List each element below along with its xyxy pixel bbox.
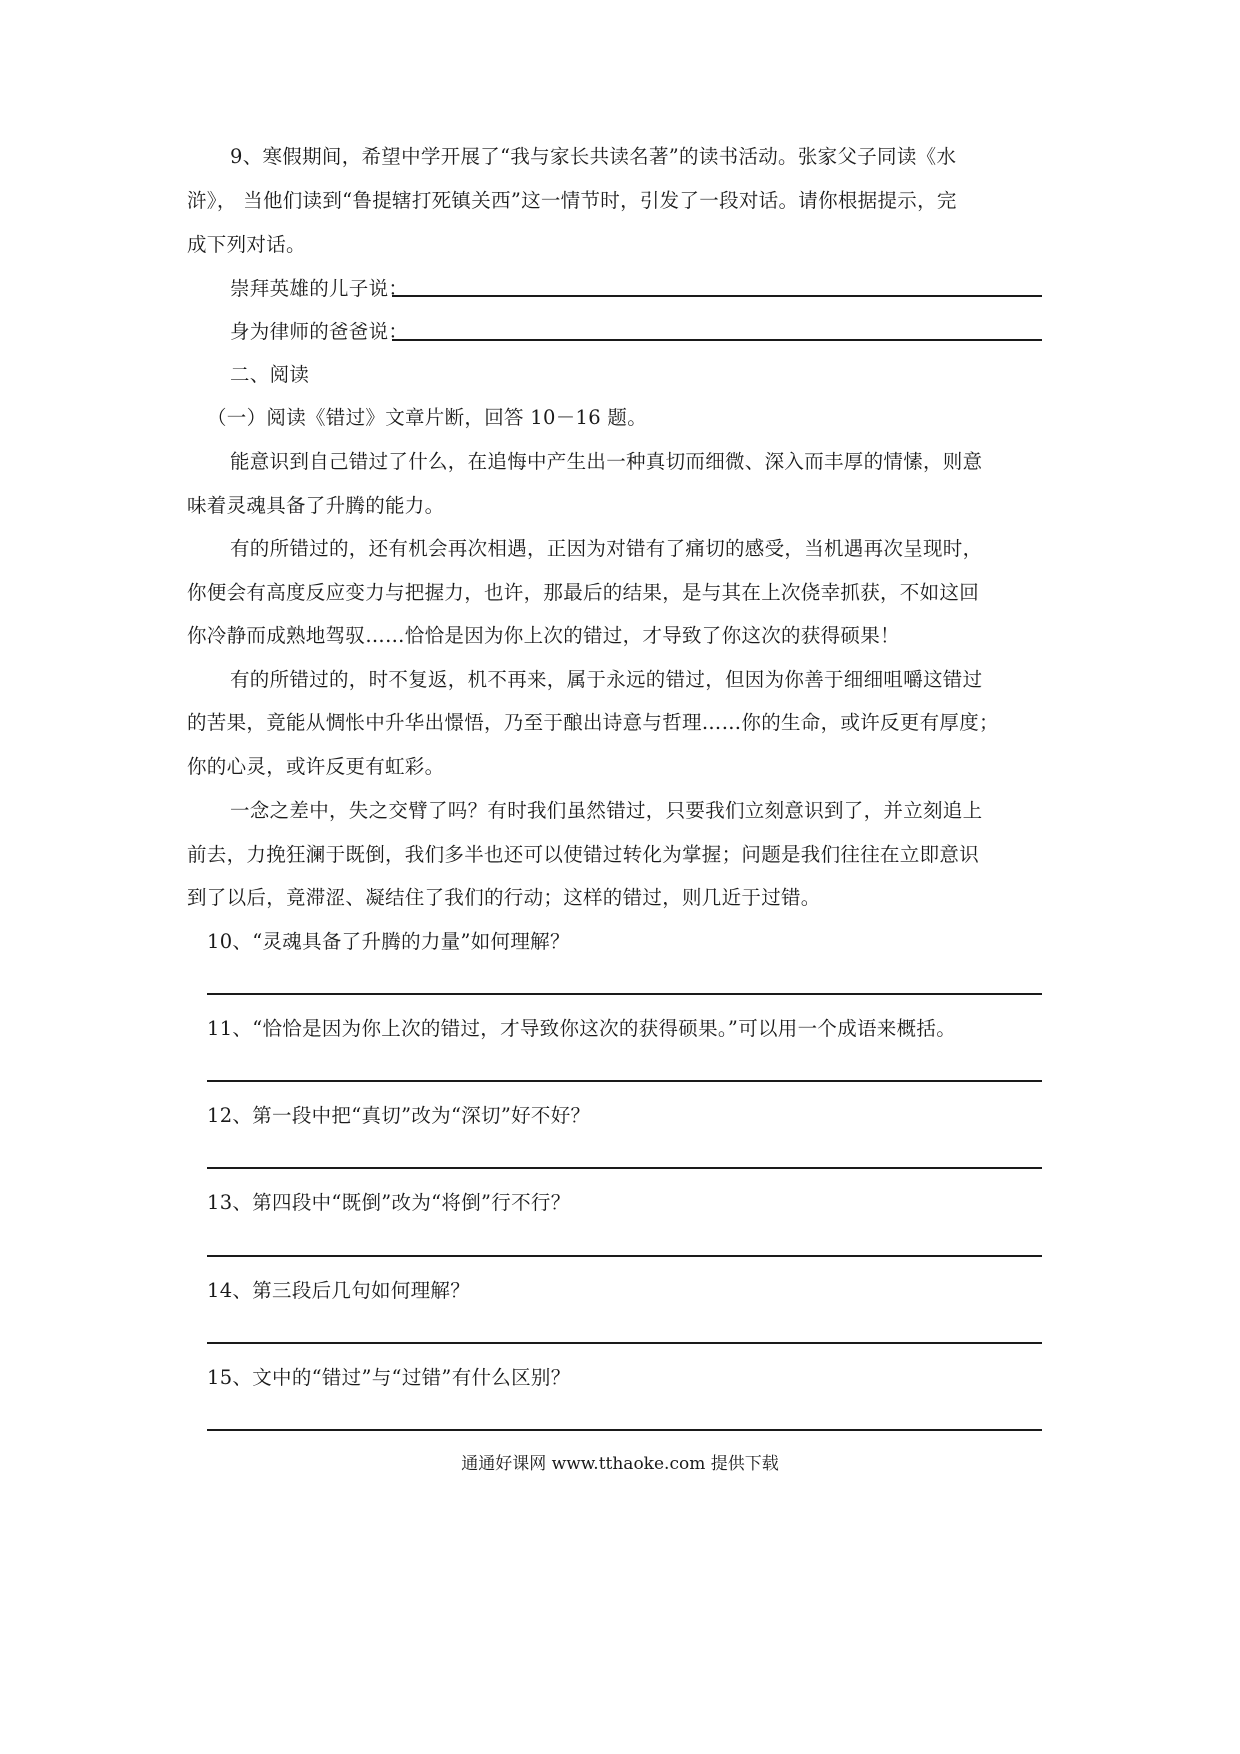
passage-p4-line-1: 一念之差中，失之交臂了吗？有时我们虽然错过，只要我们立刻意识到了，并立刻追上: [230, 799, 983, 822]
question-13-answer-line[interactable]: [207, 1255, 1042, 1257]
son-label: 崇拜英雄的儿子说：: [230, 277, 409, 300]
question-10: 10、“灵魂具备了升腾的力量”如何理解？: [207, 930, 570, 953]
passage-p3-line-1: 有的所错过的，时不复返，机不再来，属于永远的错过，但因为你善于细细咀嚼这错过: [230, 668, 983, 691]
question-14-answer-line[interactable]: [207, 1342, 1042, 1344]
passage-p3-line-3: 你的心灵，或许反更有虹彩。: [187, 755, 445, 778]
q9-line-2: 浒》， 当他们读到“鲁提辖打死镇关西”这一情节时，引发了一段对话。请你根据提示，完: [187, 189, 957, 212]
son-dialogue-row: [230, 275, 1050, 303]
passage-p4-line-3: 到了以后，竟滞涩、凝结住了我们的行动；这样的错过，则几近于过错。: [187, 886, 821, 909]
father-answer-line[interactable]: [392, 339, 1042, 341]
section-title: 二、阅读: [230, 363, 310, 386]
q9-line-1: 9、寒假期间，希望中学开展了“我与家长共读名著”的读书活动。张家父子同读《水: [230, 145, 957, 168]
page-footer: 通通好课网 www.tthaoke.com 提供下载: [461, 1454, 779, 1474]
passage-p2-line-2: 你便会有高度反应变力与把握力，也许，那最后的结果，是与其在上次侥幸抓获，不如这回: [187, 581, 980, 604]
passage-p2-line-1: 有的所错过的，还有机会再次相遇，正因为对错有了痛切的感受，当机遇再次呈现时，: [230, 537, 983, 560]
passage-p4-line-2: 前去，力挽狂澜于既倒，我们多半也还可以使错过转化为掌握；问题是我们往往在立即意识: [187, 843, 980, 866]
passage-p3-line-2: 的苦果，竟能从惆怅中升华出憬悟，乃至于酿出诗意与哲理……你的生命，或许反更有厚度；: [187, 711, 999, 734]
question-14: 14、第三段后几句如何理解？: [207, 1279, 471, 1302]
q9-line-3: 成下列对话。: [187, 233, 306, 256]
father-dialogue-row: [230, 318, 1050, 346]
question-13: 13、第四段中“既倒”改为“将倒”行不行？: [207, 1191, 571, 1214]
father-label: 身为律师的爸爸说：: [230, 320, 409, 343]
question-12: 12、第一段中把“真切”改为“深切”好不好？: [207, 1104, 591, 1127]
son-answer-line[interactable]: [392, 295, 1042, 297]
passage-p1-line-2: 味着灵魂具备了升腾的能力。: [187, 494, 445, 517]
question-15: 15、文中的“错过”与“过错”有什么区别？: [207, 1366, 571, 1389]
question-15-answer-line[interactable]: [207, 1429, 1042, 1431]
question-11-answer-line[interactable]: [207, 1080, 1042, 1082]
passage-p2-line-3: 你冷静而成熟地驾驭……恰恰是因为你上次的错过，才导致了你这次的获得硕果！: [187, 624, 900, 647]
passage-p1-line-1: 能意识到自己错过了什么，在追悔中产生出一种真切而细微、深入而丰厚的情愫，则意: [230, 450, 983, 473]
question-11: 11、“恰恰是因为你上次的错过，才导致你这次的获得硕果。”可以用一个成语来概括。: [207, 1017, 957, 1040]
question-12-answer-line[interactable]: [207, 1167, 1042, 1169]
question-10-answer-line[interactable]: [207, 993, 1042, 995]
subsection-title: （一）阅读《错过》文章片断，回答 10－16 题。: [207, 406, 648, 429]
